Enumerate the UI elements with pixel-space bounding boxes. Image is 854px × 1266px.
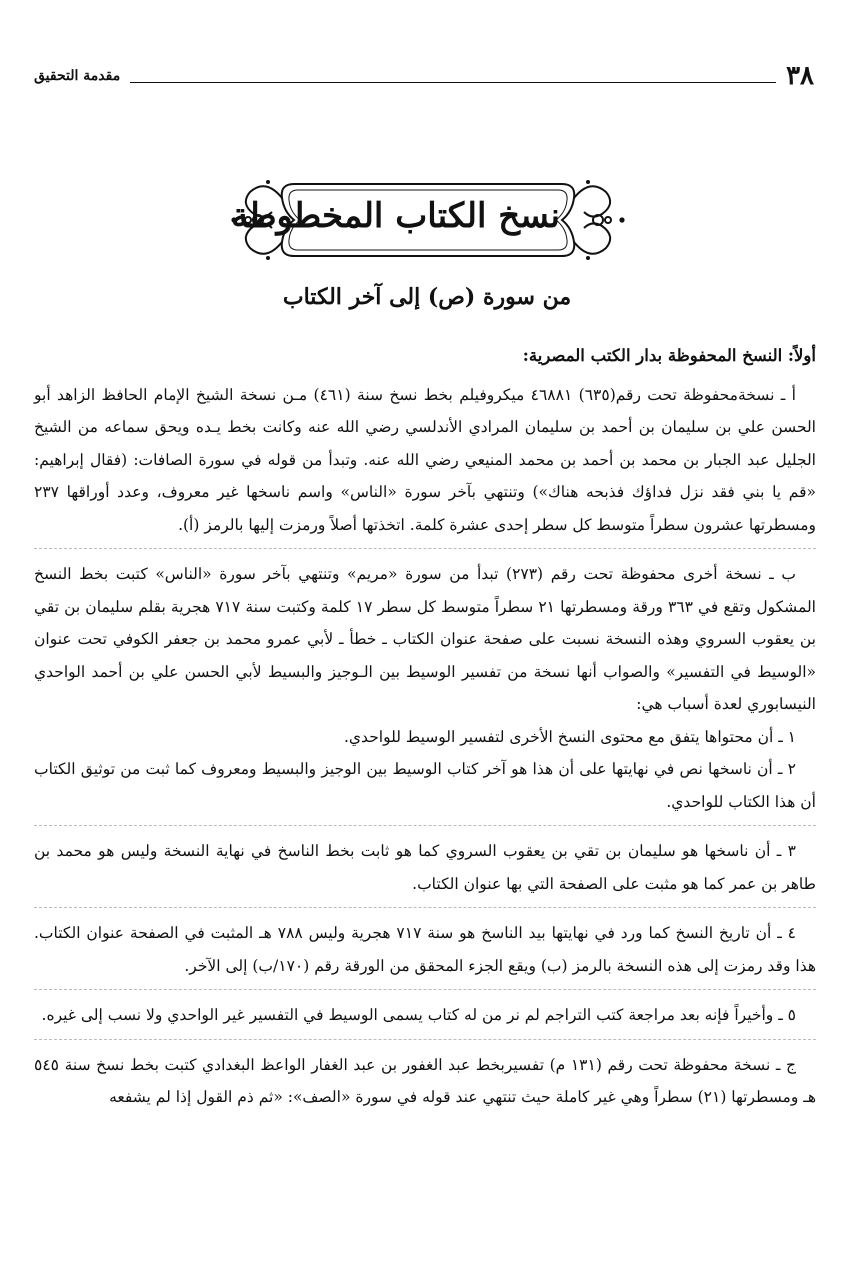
paragraph-separator [34,907,816,908]
reason-5: ٥ ـ وأخيراً فإنه بعد مراجعة كتب التراجم لم نر من له كتاب يسمى الوسيط في التفسير غير الواحدي ولا نسب إلى غيره. [41,1006,796,1024]
paragraph-a: أ ـ نسخةمحفوظة تحت رقم(٦٣٥) ٤٦٨٨١ ميكروفيلم بخط نسخ سنة (٤٦١) مـن نسخة الشيخ الإمام الحافظ الزاهد أبو الحسن علي بن سليمان بن أحمد بن سليمان المرادي الأندلسي رضي الله عنه وكانت بخط يـده ويحق سماعه من الشيخ الجليل عبد الجبار بن محمد بن أحمد بن محمد المنيعي رضي الله عنه. وتبدأ من قوله في سورة الصافات: (فقال إبراهيم: «قم يا بني فقد نزل فداؤك فذبحه هناك») وتنتهي بآخر سورة «الناس» واسم ناسخها غير معروف، وعدد أوراقها ٢٣٧ ومسطرتها عشرون سطراً متوسط كل سطر إحدى عشرة كلمة. اتخذتها أصلاً ورمزت إليها بالرمز (أ). [34,385,817,534]
paragraph-separator [34,548,816,549]
page-number: ٣٨ [786,61,814,91]
subtitle: من سورة (ص) إلى آخر الكتاب [282,284,572,310]
paragraph-c: ج ـ نسخة محفوظة تحت رقم (١٣١ م) تفسيربخط عبد الغفور بن عبد الغفار الواعظ البغدادي كتبت بخط نسخ سنة ٥٤٥ هـ ومسطرتها (٢١) سطراً وهي غير كاملة حيث تنتهي عند قوله في سورة «الصف»: «ثم ذم القول إذا لم يشفعه [34,1055,816,1106]
reason-4: ٤ ـ أن تاريخ النسخ كما ورد في نهايتها بيد الناسخ هو سنة ٧١٧ هجرية وليس ٧٨٨ هـ المثبت في الصفحة عنوان الكتاب. هذا وقد رمزت إلى هذه النسخة بالرمز (ب) ويقع الجزء المحقق من الورقة رقم (١٧٠/ب) إلى الآخر. [34,924,816,975]
body-text [34,340,816,1114]
reason-3: ٣ ـ أن ناسخها هو سليمان بن تقي بن يعقوب السروي كما هو ثابت بخط الناسخ في نهاية النسخة وليس هو محمد بن طاهر بن عمر كما هو مثبت على الصفحة التي بها عنوان الكتاب. [34,842,816,893]
header-rule [130,82,776,83]
section-heading: أولاً: النسخ المحفوظة بدار الكتب المصرية: [522,346,816,365]
main-title: نسخ الكتاب المخطوطة [231,196,560,236]
paragraph-separator [34,825,816,826]
paragraph-separator [34,989,816,990]
reason-2: ٢ ـ أن ناسخها نص في نهايتها على أن هذا هو آخر كتاب الوسيط بين الوجيز والبسيط ومعروف كما ثبت من توثيق الكتاب أن هذا الكتاب للواحدي. [34,760,816,811]
running-header [34,58,814,94]
paragraph-separator [34,1039,816,1040]
paragraph-b: ب ـ نسخة أخرى محفوظة تحت رقم (٢٧٣) تبدأ من سورة «مريم» وتنتهي بآخر سورة «الناس» كتبت بخط النسخ المشكول وتقع في ٣٦٣ ورقة ومسطرتها ٢١ سطراً متوسط كل سطر ١٧ كلمة وكتبت سنة ٧١٧ هجرية بقلم سليمان بن تقي بن يعقوب السروي وهذه النسخة نسبت على صفحة عنوان الكتاب ـ خطأ ـ لأبي عمرو محمد بن جعفر الكوفي تحت عنوان «الوسيط في التفسير» والصواب أنها نسخة من تفسير الوسيط بين الـوجيز والبسيط لأبي الحسن علي بن أحمد الواحدي النيسابوري لعدة أسباب هي: [34,565,816,713]
reason-1: ١ ـ أن محتواها يتفق مع محتوى النسخ الأخرى لتفسير الوسيط للواحدي. [344,727,796,746]
running-title: مقدمة التحقيق [34,68,121,84]
